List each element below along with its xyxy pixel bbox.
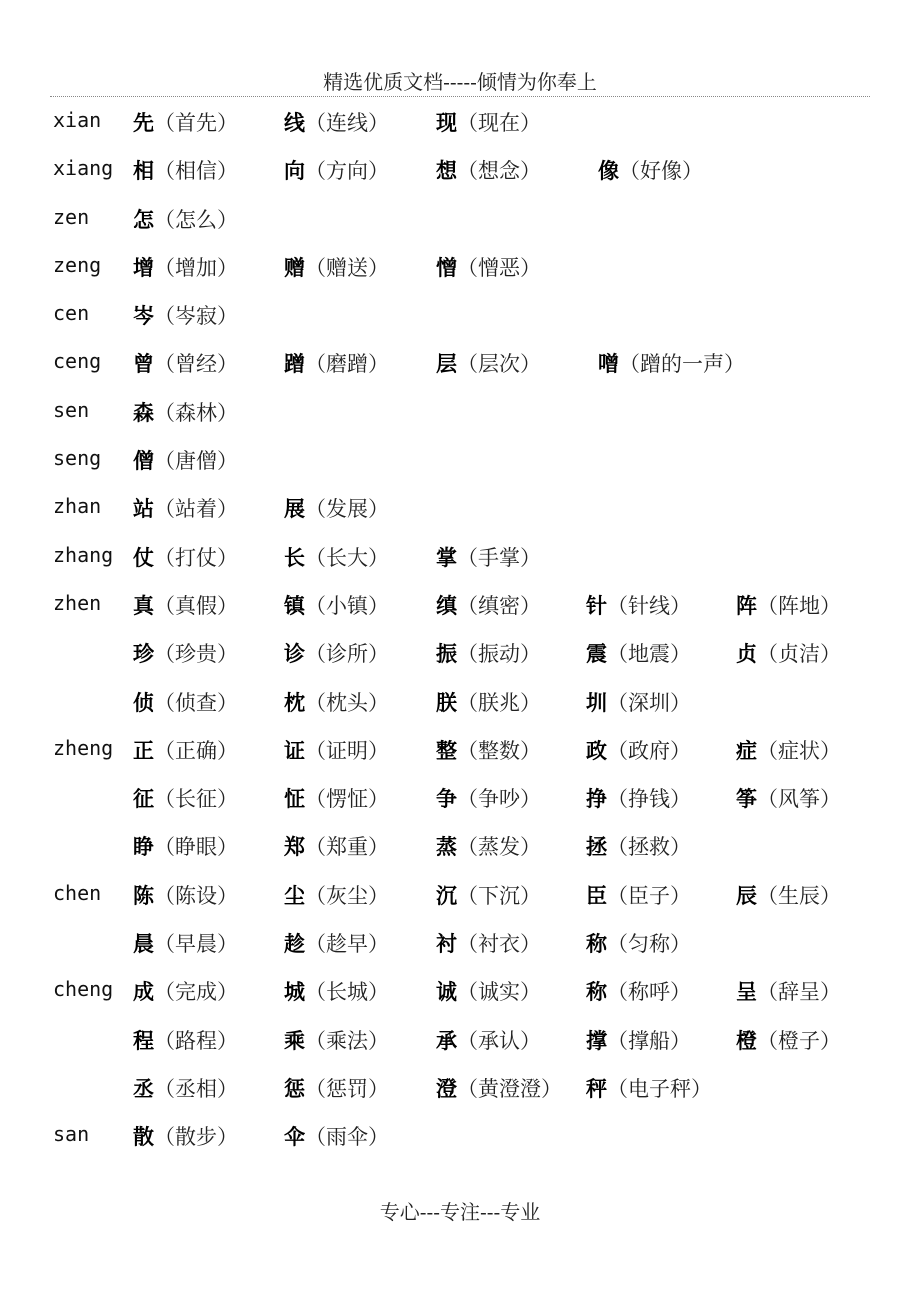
example-word: （愣怔） <box>305 787 389 812</box>
character: 相 <box>133 159 154 184</box>
character-entry <box>436 687 541 717</box>
character-entry <box>284 590 389 620</box>
example-word: （针线） <box>607 593 691 618</box>
character-entry <box>586 783 691 813</box>
character-entry <box>284 831 389 861</box>
table-row <box>0 194 920 242</box>
example-word: （方向） <box>305 159 389 184</box>
table-row <box>0 1111 920 1159</box>
character: 臣 <box>586 883 607 908</box>
character: 掌 <box>436 545 457 570</box>
example-word: （首先） <box>154 111 238 135</box>
character: 正 <box>133 738 154 763</box>
character-entry <box>598 155 703 185</box>
character-entry <box>133 831 238 861</box>
table-row <box>0 628 920 676</box>
example-word: （长征） <box>154 787 238 812</box>
character-entry <box>436 590 541 620</box>
example-word: （真假） <box>154 593 238 618</box>
example-word: （蒸发） <box>457 835 541 860</box>
example-word: （趁早） <box>305 932 389 957</box>
character-entry <box>133 445 238 475</box>
character: 睁 <box>133 835 154 860</box>
example-word: （连线） <box>305 111 389 135</box>
character: 散 <box>133 1125 154 1150</box>
character-entry <box>436 880 541 910</box>
character-entry <box>284 735 389 765</box>
character: 辰 <box>736 883 757 908</box>
example-word: （惩罚） <box>305 1076 389 1101</box>
character: 震 <box>586 642 607 667</box>
example-word: （缜密） <box>457 593 541 618</box>
character-entry <box>436 1025 541 1055</box>
character: 城 <box>284 980 305 1005</box>
character-entry <box>133 783 238 813</box>
character: 赠 <box>284 255 305 280</box>
table-row <box>0 725 920 773</box>
example-word: （丞相） <box>154 1076 238 1101</box>
character-entry <box>586 638 691 668</box>
pinyin-label: xian <box>53 108 102 132</box>
table-row <box>0 97 920 145</box>
character: 诚 <box>436 980 457 1005</box>
pinyin-label: zhang <box>53 542 114 567</box>
character: 晨 <box>133 932 154 957</box>
character: 针 <box>586 593 607 618</box>
example-word: （曾经） <box>154 352 238 377</box>
character: 增 <box>133 255 154 280</box>
example-word: （贞洁） <box>757 642 841 667</box>
table-row <box>0 1015 920 1063</box>
page-header: 精选优质文档-----倾情为你奉上 <box>323 70 597 94</box>
example-word: （手掌） <box>457 545 541 570</box>
character: 长 <box>284 545 305 570</box>
example-word: （整数） <box>457 738 541 763</box>
pinyin-character-list <box>0 97 920 1160</box>
character-entry <box>436 252 541 282</box>
example-word: （辞呈） <box>757 980 841 1005</box>
character: 称 <box>586 932 607 957</box>
example-word: （发展） <box>305 497 389 522</box>
character-entry <box>736 590 841 620</box>
character: 乘 <box>284 1028 305 1053</box>
pinyin-label: zhen <box>53 590 102 615</box>
example-word: （雨伞） <box>305 1125 389 1150</box>
table-row <box>0 870 920 918</box>
example-word: （诚实） <box>457 980 541 1005</box>
character: 惩 <box>284 1076 305 1101</box>
character: 证 <box>284 738 305 763</box>
pinyin-label: chen <box>53 880 102 905</box>
character: 侦 <box>133 690 154 715</box>
character-entry <box>284 348 389 378</box>
character-entry <box>586 1073 712 1103</box>
pinyin-label: ceng <box>53 349 102 374</box>
example-word: （相信） <box>154 159 238 184</box>
character: 挣 <box>586 787 607 812</box>
table-row <box>0 435 920 483</box>
character-entry <box>436 542 541 572</box>
character-entry <box>133 493 238 523</box>
example-word: （风筝） <box>757 787 841 812</box>
character-entry <box>586 1025 691 1055</box>
character-entry <box>133 638 238 668</box>
example-word: （枕头） <box>305 690 389 715</box>
example-word: （朕兆） <box>457 690 541 715</box>
character-entry <box>586 880 691 910</box>
character-entry <box>436 638 541 668</box>
example-word: （生辰） <box>757 883 841 908</box>
example-word: （称呼） <box>607 980 691 1005</box>
character: 趁 <box>284 932 305 957</box>
character: 朕 <box>436 690 457 715</box>
character: 伞 <box>284 1125 305 1150</box>
character-entry <box>436 976 541 1006</box>
character: 呈 <box>736 980 757 1005</box>
character-entry <box>284 976 389 1006</box>
character: 圳 <box>586 690 607 715</box>
example-word: （橙子） <box>757 1028 841 1053</box>
example-word: （政府） <box>607 738 691 763</box>
example-word: （睁眼） <box>154 835 238 860</box>
character: 郑 <box>284 835 305 860</box>
example-word: （正确） <box>154 738 238 763</box>
example-word: （岑寂） <box>154 304 238 329</box>
character-entry <box>133 155 238 185</box>
character-entry <box>284 493 389 523</box>
character-entry <box>736 976 841 1006</box>
character-entry <box>133 976 238 1006</box>
table-row <box>0 821 920 869</box>
example-word: （赠送） <box>305 255 389 280</box>
pinyin-label: xiang <box>53 156 114 181</box>
character: 澄 <box>436 1076 457 1101</box>
table-row <box>0 918 920 966</box>
character: 拯 <box>586 835 607 860</box>
character-entry <box>736 735 841 765</box>
character: 真 <box>133 593 154 618</box>
character-entry <box>284 783 389 813</box>
character-entry <box>436 348 541 378</box>
character: 曾 <box>133 352 154 377</box>
character-entry <box>133 1025 238 1055</box>
table-row <box>0 580 920 628</box>
character-entry <box>284 155 389 185</box>
example-word: （乘法） <box>305 1028 389 1053</box>
pinyin-label: zheng <box>53 735 114 760</box>
example-word: （症状） <box>757 738 841 763</box>
example-word: （灰尘） <box>305 883 389 908</box>
pinyin-label: zhan <box>53 494 102 519</box>
example-word: （早晨） <box>154 932 238 957</box>
character: 憎 <box>436 255 457 280</box>
example-word: （证明） <box>305 738 389 763</box>
character-entry <box>736 1025 841 1055</box>
character: 岑 <box>133 304 154 329</box>
example-word: （想念） <box>457 159 541 184</box>
character: 筝 <box>736 787 757 812</box>
example-word: （现在） <box>457 111 541 135</box>
character-entry <box>586 928 691 958</box>
character-entry <box>133 300 238 330</box>
example-word: （散步） <box>154 1125 238 1150</box>
character: 层 <box>436 352 457 377</box>
character-entry <box>586 590 691 620</box>
example-word: （电子秤） <box>607 1076 712 1101</box>
character-entry <box>133 880 238 910</box>
table-row <box>0 242 920 290</box>
character-entry <box>133 1121 238 1151</box>
table-row <box>0 966 920 1014</box>
character-entry <box>436 783 541 813</box>
character: 承 <box>436 1028 457 1053</box>
table-row <box>0 338 920 386</box>
example-word: （挣钱） <box>607 787 691 812</box>
pinyin-label: zeng <box>53 252 102 277</box>
character: 怔 <box>284 787 305 812</box>
character: 秤 <box>586 1076 607 1101</box>
example-word: （憎恶） <box>457 255 541 280</box>
page-footer: 专心---专注---专业 <box>379 1200 541 1224</box>
character-entry <box>133 928 238 958</box>
character: 怎 <box>133 207 154 232</box>
example-word: （阵地） <box>757 593 841 618</box>
example-word: （长城） <box>305 980 389 1005</box>
character-entry <box>133 542 238 572</box>
character-entry <box>586 687 691 717</box>
example-word: （好像） <box>619 159 703 184</box>
example-word: （地震） <box>607 642 691 667</box>
character-entry <box>133 397 238 427</box>
character-entry <box>133 348 238 378</box>
character: 森 <box>133 400 154 425</box>
character-entry <box>284 880 389 910</box>
example-word: （陈设） <box>154 883 238 908</box>
example-word: （层次） <box>457 352 541 377</box>
character-entry <box>586 831 691 861</box>
example-word: （拯救） <box>607 835 691 860</box>
example-word: （承认） <box>457 1028 541 1053</box>
character-entry <box>133 204 238 234</box>
example-word: （臣子） <box>607 883 691 908</box>
character: 蹭 <box>284 352 305 377</box>
pinyin-label: seng <box>53 446 102 471</box>
example-word: （侦查） <box>154 690 238 715</box>
character-entry <box>133 590 238 620</box>
character-entry <box>133 687 238 717</box>
example-word: （郑重） <box>305 835 389 860</box>
character: 沉 <box>436 883 457 908</box>
character: 向 <box>284 159 305 184</box>
table-row <box>0 677 920 725</box>
character: 仗 <box>133 545 154 570</box>
character: 政 <box>586 738 607 763</box>
character-entry <box>133 1073 238 1103</box>
character-entry <box>133 107 238 137</box>
character: 站 <box>133 497 154 522</box>
example-word: （森林） <box>154 400 238 425</box>
character-entry <box>284 252 389 282</box>
example-word: （深圳） <box>607 690 691 715</box>
character: 镇 <box>284 593 305 618</box>
pinyin-label: zen <box>53 204 90 229</box>
character-entry <box>598 348 745 378</box>
character-entry <box>284 638 389 668</box>
character: 衬 <box>436 932 457 957</box>
character: 尘 <box>284 883 305 908</box>
character: 征 <box>133 787 154 812</box>
example-word: （完成） <box>154 980 238 1005</box>
character: 诊 <box>284 642 305 667</box>
table-row <box>0 145 920 193</box>
character-entry <box>586 976 691 1006</box>
example-word: （黄澄澄） <box>457 1076 562 1101</box>
example-word: （蹭的一声） <box>619 352 745 377</box>
character-entry <box>284 107 389 137</box>
character: 症 <box>736 738 757 763</box>
character: 丞 <box>133 1076 154 1101</box>
character: 争 <box>436 787 457 812</box>
character: 橙 <box>736 1028 757 1053</box>
example-word: （争吵） <box>457 787 541 812</box>
table-row <box>0 532 920 580</box>
table-row <box>0 483 920 531</box>
character: 展 <box>284 497 305 522</box>
example-word: （站着） <box>154 497 238 522</box>
character-entry <box>284 687 389 717</box>
character: 先 <box>133 111 154 135</box>
character: 阵 <box>736 593 757 618</box>
example-word: （下沉） <box>457 883 541 908</box>
character: 称 <box>586 980 607 1005</box>
table-row <box>0 773 920 821</box>
character: 缜 <box>436 593 457 618</box>
character-entry <box>436 107 541 137</box>
character-entry <box>436 1073 562 1103</box>
table-row <box>0 1063 920 1111</box>
character-entry <box>284 1121 389 1151</box>
example-word: （磨蹭） <box>305 352 389 377</box>
character-entry <box>284 1073 389 1103</box>
character-entry <box>736 880 841 910</box>
character: 贞 <box>736 642 757 667</box>
table-row <box>0 387 920 435</box>
character: 枕 <box>284 690 305 715</box>
character-entry <box>736 638 841 668</box>
character: 蒸 <box>436 835 457 860</box>
table-row <box>0 290 920 338</box>
character-entry <box>436 735 541 765</box>
example-word: （怎么） <box>154 207 238 232</box>
example-word: （长大） <box>305 545 389 570</box>
pinyin-label: cen <box>53 301 90 326</box>
example-word: （增加） <box>154 255 238 280</box>
character: 想 <box>436 159 457 184</box>
character: 现 <box>436 111 457 135</box>
character-entry <box>133 252 238 282</box>
character-entry <box>436 155 541 185</box>
character: 噌 <box>598 352 619 377</box>
example-word: （珍贵） <box>154 642 238 667</box>
example-word: （撑船） <box>607 1028 691 1053</box>
example-word: （衬衣） <box>457 932 541 957</box>
character-entry <box>436 928 541 958</box>
character-entry <box>736 783 841 813</box>
character: 僧 <box>133 449 154 474</box>
character: 像 <box>598 159 619 184</box>
pinyin-label: san <box>53 1122 90 1147</box>
character-entry <box>284 928 389 958</box>
character-entry <box>436 831 541 861</box>
character-entry <box>586 735 691 765</box>
character: 珍 <box>133 642 154 667</box>
pinyin-label: sen <box>53 397 90 422</box>
example-word: （振动） <box>457 642 541 667</box>
example-word: （匀称） <box>607 932 691 957</box>
example-word: （路程） <box>154 1028 238 1053</box>
example-word: （诊所） <box>305 642 389 667</box>
character: 整 <box>436 738 457 763</box>
character: 撑 <box>586 1028 607 1053</box>
example-word: （唐僧） <box>154 449 238 474</box>
example-word: （小镇） <box>305 593 389 618</box>
character-entry <box>133 735 238 765</box>
example-word: （打仗） <box>154 545 238 570</box>
character: 线 <box>284 111 305 135</box>
character: 振 <box>436 642 457 667</box>
pinyin-label: cheng <box>53 977 114 1002</box>
character: 陈 <box>133 883 154 908</box>
character: 成 <box>133 980 154 1005</box>
character: 程 <box>133 1028 154 1053</box>
character-entry <box>284 542 389 572</box>
character-entry <box>284 1025 389 1055</box>
